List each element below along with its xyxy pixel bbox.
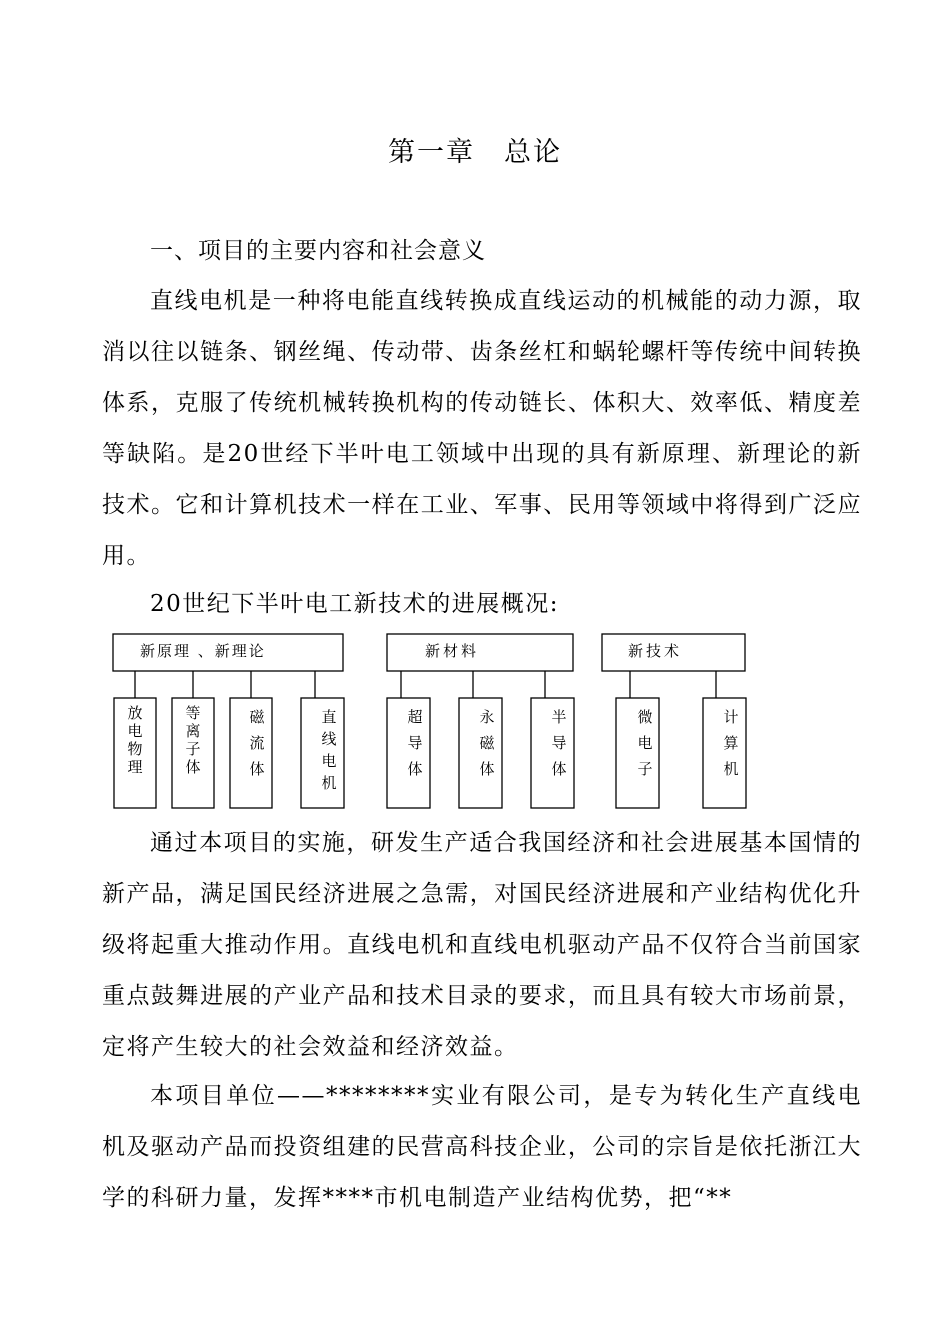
diagram-box-linear-motor — [301, 698, 344, 808]
diagram-box-discharge-physics — [114, 698, 156, 808]
diagram-group-theory — [113, 634, 344, 808]
diagram-label-materials: 新材料 — [425, 642, 480, 660]
paragraph-company-intro: 本项目单位——********实业有限公司，是专为转化生产直线电机及驱动产品而投资组建的民营高科技企业，公司的宗旨是依托浙江大学的科研力量，发挥****市机电制造产业结构优势，把“** — [102, 1083, 862, 1211]
diagram-box-magnetofluid — [230, 698, 272, 808]
paragraph-linear-motor-intro: 直线电机是一种将电能直线转换成直线运动的机械能的动力源，取消以往以链条、钢丝绳、传动带、齿条丝杠和蜗轮螺杆等传统中间转换体系，克服了传统机械转换机构的传动链长、体积大、效率低、精度差等缺陷。是20世经下半叶电工领域中出现的具有新原理、新理论的新技术。它和计算机技术一样在工业、军事、民用等领域中将得到广泛应用。 — [102, 288, 862, 569]
diagram-label-linear-motor: 直线电机 — [321, 708, 337, 792]
diagram-box-semiconductor — [531, 698, 574, 808]
diagram-box-theory — [113, 634, 343, 671]
diagram-label-technology: 新技术 — [628, 642, 683, 660]
diagram-box-microelectronics — [616, 698, 659, 808]
diagram-label-computer: 计算机 — [723, 708, 739, 778]
diagram-label-theory: 新原理 、新理论 — [140, 642, 266, 660]
section-heading: 一、项目的主要内容和社会意义 — [150, 238, 486, 264]
diagram-label-permanent-magnet: 永磁体 — [479, 708, 495, 778]
diagram-label-microelectronics: 微电子 — [637, 708, 653, 778]
diagram-label-discharge-physics: 放电物理 — [127, 704, 143, 776]
diagram-box-plasma — [172, 698, 214, 808]
paragraph-project-significance: 通过本项目的实施，研发生产适合我国经济和社会进展基本国情的新产品，满足国民经济进展之急需，对国民经济进展和产业结构优化升级将起重大推动作用。直线电机和直线电机驱动产品不仅符合当前国家重点鼓舞进展的产业产品和技术目录的要求，而且具有较大市场前景，定将产生较大的社会效益和经济效益。 — [102, 830, 862, 1060]
diagram-box-superconductor — [387, 698, 430, 808]
diagram-group-materials — [387, 634, 574, 808]
page-title: 第一章 总论 — [388, 137, 562, 168]
diagram-box-permanent-magnet — [459, 698, 502, 808]
diagram-label-plasma: 等离子体 — [185, 704, 201, 776]
diagram-box-technology — [602, 634, 745, 671]
diagram-box-computer — [703, 698, 746, 808]
diagram-label-magnetofluid: 磁流体 — [249, 708, 265, 778]
diagram-label-superconductor: 超导体 — [407, 708, 423, 778]
diagram-group-technology — [602, 634, 746, 808]
diagram-box-materials — [387, 634, 573, 671]
paragraph-diagram-caption: 20世纪下半叶电工新技术的进展概况: — [150, 591, 560, 617]
diagram-label-semiconductor: 半导体 — [551, 708, 567, 778]
